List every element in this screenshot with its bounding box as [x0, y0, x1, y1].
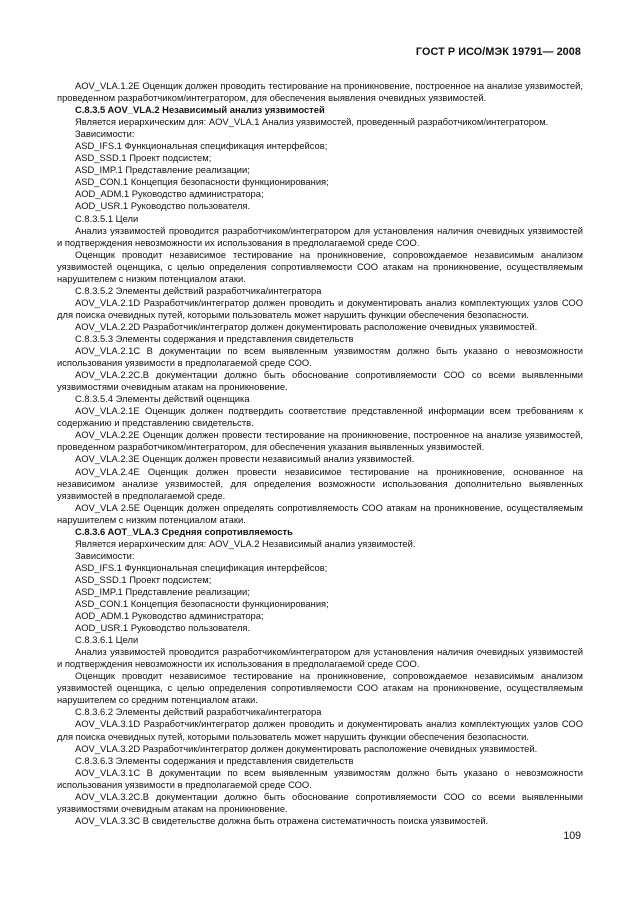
- paragraph: AOV_VLA.2.1C В документации по всем выявленным уязвимостям должно быть указано о невозможности использования уязвимости в предполагаемой среде СОО.: [57, 345, 583, 369]
- paragraph: Оценщик проводит независимое тестирование на проникновение, сопровождаемое независимым анализом уязвимостей оценщика, с целью определения сопротивляемости СОО атакам на проникновение, осуществляемым нарушителем со средним потенциалом атаки.: [57, 670, 583, 706]
- text-line: ASD_IFS.1 Функциональная спецификация интерфейсов;: [75, 561, 328, 573]
- text-line: C.8.3.6.1 Цели: [75, 634, 139, 646]
- text-line: ASD_CON.1 Концепция безопасности функционирования;: [75, 176, 329, 188]
- text-line: C.8.3.5.2 Элементы действий разработчика/интегратора: [75, 284, 322, 296]
- standard-header: ГОСТ Р ИСО/МЭК 19791— 2008: [415, 46, 581, 58]
- paragraph: AOV_VLA.2.2E Оценщик должен провести тестирование на проникновение, построенное на анализе уязвимостей, проведенном разработчиком/интегратором, для обеспечения указания выявленных уязвимостей.: [57, 429, 583, 453]
- paragraph: AOV_VLA.2.2C.В документации должно быть обоснование сопротивляемости СОО со всеми выявленными уязвимостями очевидным атакам на проникновение.: [57, 369, 583, 393]
- paragraph: AOV_VLA.1.2E Оценщик должен проводить тестирование на проникновение, построенное на анализе уязвимостей, проведенном разработчиком/интегратором, для обеспечения выявления очевидных уязвимостей.: [57, 80, 583, 104]
- page-number: 109: [563, 830, 581, 842]
- text-line: ASD_IMP.1 Представление реализации;: [75, 164, 250, 176]
- text-line: C.8.3.5.3 Элементы содержания и представления свидетельств: [75, 332, 354, 344]
- text-line: AOV_VLA.3.2D Разработчик/интегратор должен документировать расположение очевидных уязвимостей.: [75, 742, 538, 754]
- text-line: AOV_VLA.2.2D Разработчик/интегратор должен документировать расположение очевидных уязвимостей.: [75, 320, 538, 332]
- text-line: ASD_IFS.1 Функциональная спецификация интерфейсов;: [75, 140, 328, 152]
- paragraph: AOV_VLA.2.1D Разработчик/интегратор должен проводить и документировать анализ комплектующих узлов СОО для поиска очевидных путей, которыми пользователь может нарушить функции обеспечения безопасности.: [57, 296, 583, 320]
- text-line: C.8.3.6.3 Элементы содержания и представления свидетельств: [75, 754, 354, 766]
- text-line: ASD_SSD.1 Проект подсистем;: [75, 152, 212, 164]
- text-line: Является иерархическим для: AOV_VLA.2 Независимый анализ уязвимостей.: [75, 537, 416, 549]
- text-line: Зависимости:: [75, 128, 135, 140]
- text-line: AOV_VLA.3.3C В свидетельстве должна быть отражена систематичность поиска уязвимостей.: [75, 814, 489, 826]
- paragraph: Анализ уязвимостей проводится разработчиком/интегратором для установления наличия очевидных уязвимостей и подтверждения невозможности их использования в предполагаемой среде СОО.: [57, 224, 583, 248]
- section-heading: C.8.3.6 AOT_VLA.3 Средняя сопротивляемость: [75, 525, 293, 537]
- text-line: C.8.3.5.4 Элементы действий оценщика: [75, 393, 250, 405]
- text-line: AOD_ADM.1 Руководство администратора;: [75, 610, 264, 622]
- paragraph: AOV_VLA.3.1D Разработчик/интегратор должен проводить и документировать анализ комплектующих узлов СОО для поиска очевидных путей, которыми пользователь может нарушить функции обеспечения безопасности.: [57, 718, 583, 742]
- text-line: Является иерархическим для: AOV_VLA.1 Анализ уязвимостей, проведенный разработчиком/интегратором.: [75, 116, 549, 128]
- paragraph: Анализ уязвимостей проводится разработчиком/интегратором для установления наличия очевидных уязвимостей и подтверждения невозможности их использования в предполагаемой среде СОО.: [57, 646, 583, 670]
- text-line: AOD_USR.1 Руководство пользователя.: [75, 200, 251, 212]
- text-line: ASD_SSD.1 Проект подсистем;: [75, 573, 212, 585]
- section-heading: C.8.3.5 AOV_VLA.2 Независимый анализ уязвимостей: [75, 104, 325, 116]
- paragraph: AOV_VLA.2.1E Оценщик должен подтвердить соответствие представленной информации всем требованиям к содержанию и представлению свидетельств.: [57, 405, 583, 429]
- text-line: AOV_VLA.2.3E Оценщик должен провести независимый анализ уязвимостей.: [75, 453, 415, 465]
- paragraph: AOV_VLA.3.1C В документации по всем выявленным уязвимостям должно быть указано о невозможности использования уязвимости в предполагаемой среде СОО.: [57, 766, 583, 790]
- text-line: ASD_CON.1 Концепция безопасности функционирования;: [75, 598, 329, 610]
- paragraph: Оценщик проводит независимое тестирование на проникновение, сопровождаемое независимым анализом уязвимостей оценщика, с целью определения сопротивляемости СОО атакам на проникновение, осуществляемым нарушителем с низким потенциалом атаки.: [57, 248, 583, 284]
- paragraph: AOV_VLA.3.2C.В документации должно быть обоснование сопротивляемости СОО со всеми выявленными уязвимостями очевидным атакам на проникновение.: [57, 790, 583, 814]
- text-line: Зависимости:: [75, 549, 135, 561]
- paragraph: AOV_VLA.2.4E Оценщик должен провести независимое тестирование на проникновение, основанное на независимом анализе уязвимостей, для определения возможности использования дополнительно выявленных уязвимостей в предполагаемой среде.: [57, 465, 583, 501]
- text-line: C.8.3.6.2 Элементы действий разработчика/интегратора: [75, 706, 322, 718]
- document-body: [57, 80, 583, 827]
- text-line: C.8.3.5.1 Цели: [75, 212, 139, 224]
- text-line: AOD_ADM.1 Руководство администратора;: [75, 188, 264, 200]
- text-line: ASD_IMP.1 Представление реализации;: [75, 585, 250, 597]
- paragraph: AOV_VLA 2.5E Оценщик должен определять сопротивляемость СОО атакам на проникновение, осуществляемым нарушителем с низким потенциалом атаки.: [57, 501, 583, 525]
- text-line: AOD_USR.1 Руководство пользователя.: [75, 622, 251, 634]
